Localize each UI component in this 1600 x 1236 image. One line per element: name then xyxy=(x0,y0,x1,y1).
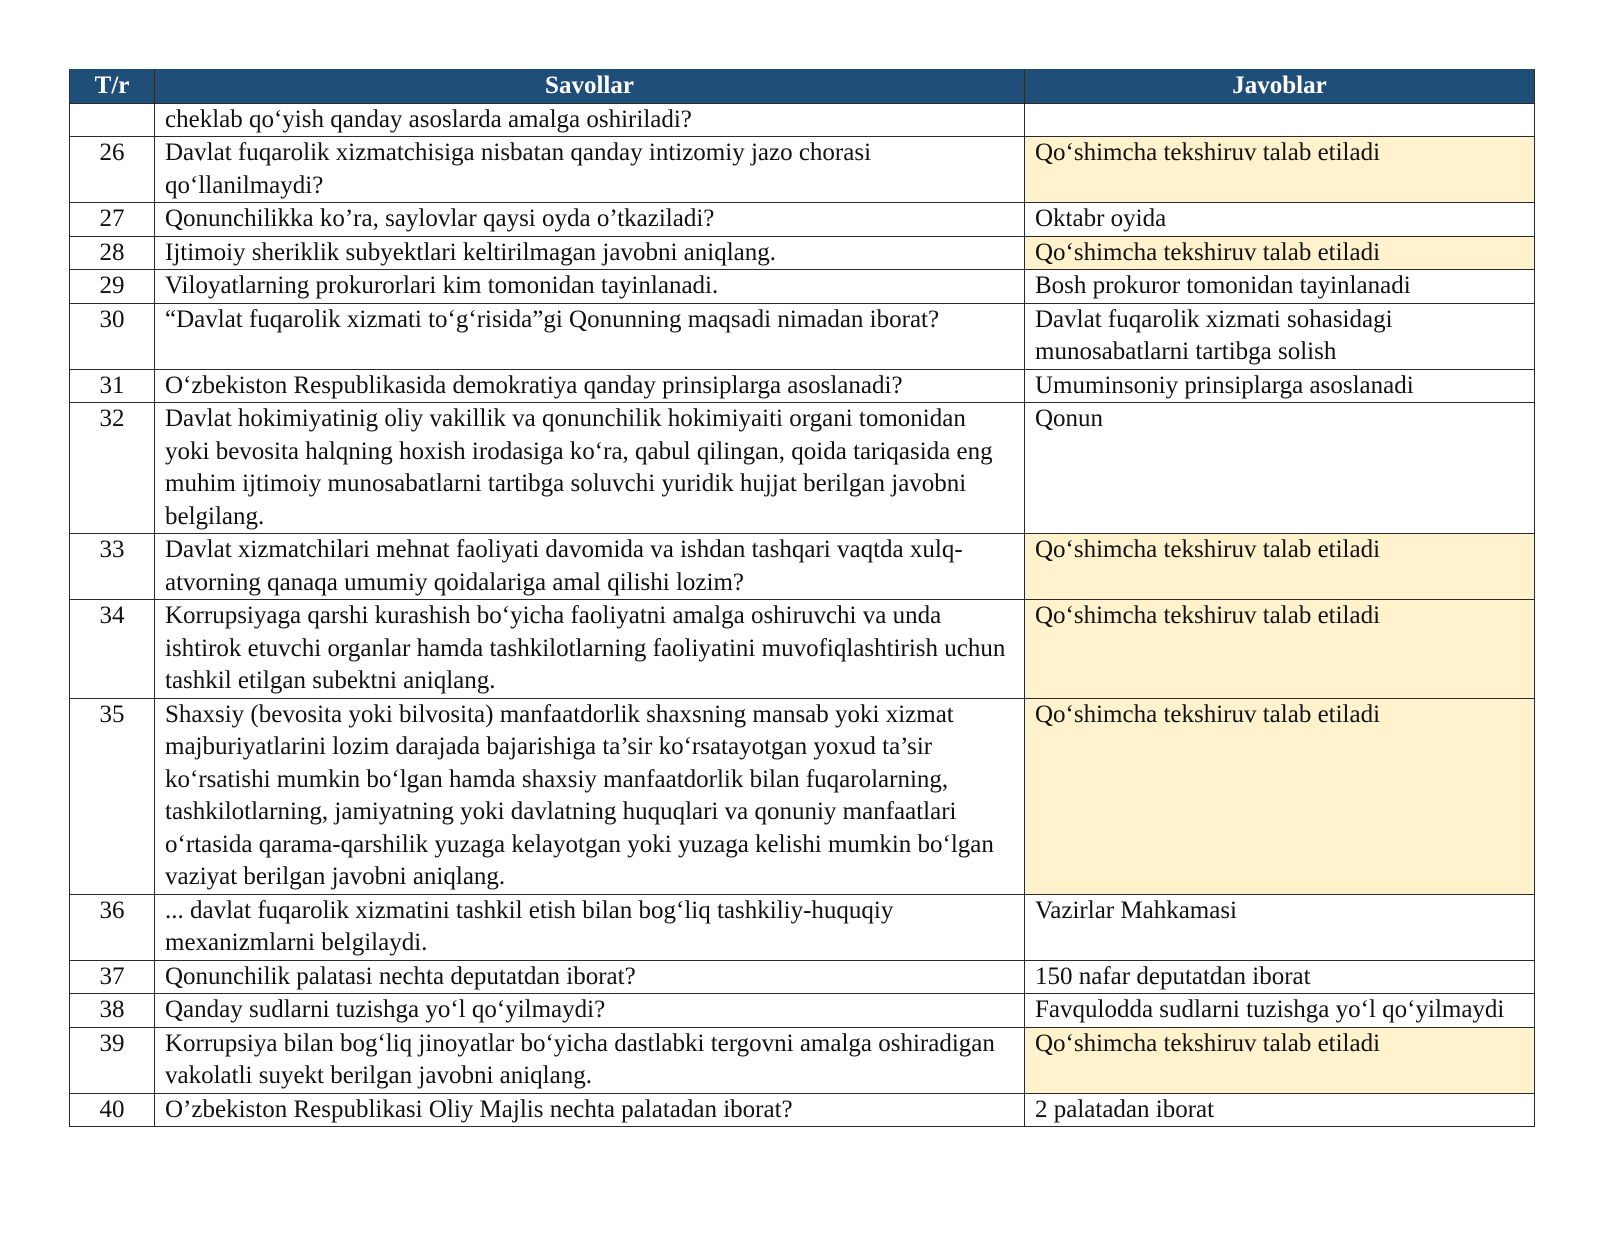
question-cell: Qanday sudlarni tuzishga yo‘l qo‘yilmaydi? xyxy=(155,994,1025,1028)
answer-cell: Qo‘shimcha tekshiruv talab etiladi xyxy=(1025,600,1535,699)
answer-cell: Oktabr oyida xyxy=(1025,203,1535,237)
answer-cell xyxy=(1025,103,1535,137)
question-cell: Shaxsiy (bevosita yoki bilvosita) manfaatdorlik shaxsning mansab yoki xizmat majburiyatlarini lozim darajada bajarishiga ta’sir ko‘rsatayotgan yoxud ta’sir ko‘rsatishi mumkin bo‘lgan hamda shaxsiy manfaatdorlik bilan fuqarolarning, tashkilotlarning, jamiyatning yoki davlatning huquqlari va qonuniy manfaatlari o‘rtasida qarama-qarshilik yuzaga kelayotgan yoki yuzaga kelishi mumkin bo‘lgan vaziyat berilgan javobni aniqlang. xyxy=(155,698,1025,894)
question-cell: “Davlat fuqarolik xizmati to‘g‘risida”gi Qonunning maqsadi nimadan iborat? xyxy=(155,303,1025,369)
question-cell: Viloyatlarning prokurorlari kim tomonidan tayinlanadi. xyxy=(155,270,1025,304)
question-cell: Korrupsiyaga qarshi kurashish bo‘yicha faoliyatni amalga oshiruvchi va unda ishtirok etuvchi organlar hamda tashkilotlarning faoliyatini muvofiqlashtirish uchun tashkil etilgan subektni aniqlang. xyxy=(155,600,1025,699)
table-row xyxy=(70,960,1535,994)
row-number: 38 xyxy=(70,994,155,1028)
row-number: 40 xyxy=(70,1093,155,1127)
qa-table xyxy=(69,69,1535,1127)
answer-cell: Umuminsoniy prinsiplarga asoslanadi xyxy=(1025,369,1535,403)
table-row xyxy=(70,1027,1535,1093)
table-header-row xyxy=(70,70,1535,104)
row-number: 39 xyxy=(70,1027,155,1093)
table-row xyxy=(70,894,1535,960)
question-cell: O‘zbekiston Respublikasida demokratiya qanday prinsiplarga asoslanadi? xyxy=(155,369,1025,403)
table-row xyxy=(70,137,1535,203)
answer-cell: Favqulodda sudlarni tuzishga yo‘l qo‘yilmaydi xyxy=(1025,994,1535,1028)
row-number: 29 xyxy=(70,270,155,304)
header-number: T/r xyxy=(70,70,155,104)
answer-cell: Vazirlar Mahkamasi xyxy=(1025,894,1535,960)
answer-cell: Davlat fuqarolik xizmati sohasidagi munosabatlarni tartibga solish xyxy=(1025,303,1535,369)
question-cell: ... davlat fuqarolik xizmatini tashkil etish bilan bog‘liq tashkiliy-huquqiy mexanizmlarni belgilaydi. xyxy=(155,894,1025,960)
table-row xyxy=(70,534,1535,600)
table-row xyxy=(70,1093,1535,1127)
table-row xyxy=(70,103,1535,137)
table-body xyxy=(70,103,1535,1127)
header-answers: Javoblar xyxy=(1025,70,1535,104)
answer-cell: 150 nafar deputatdan iborat xyxy=(1025,960,1535,994)
question-cell: Davlat fuqarolik xizmatchisiga nisbatan qanday intizomiy jazo chorasi qo‘llanilmaydi? xyxy=(155,137,1025,203)
answer-cell: Bosh prokuror tomonidan tayinlanadi xyxy=(1025,270,1535,304)
answer-cell: Qo‘shimcha tekshiruv talab etiladi xyxy=(1025,236,1535,270)
table-row xyxy=(70,270,1535,304)
question-cell: O’zbekiston Respublikasi Oliy Majlis nechta palatadan iborat? xyxy=(155,1093,1025,1127)
answer-cell: 2 palatadan iborat xyxy=(1025,1093,1535,1127)
row-number: 36 xyxy=(70,894,155,960)
header-questions: Savollar xyxy=(155,70,1025,104)
table-row xyxy=(70,303,1535,369)
row-number: 34 xyxy=(70,600,155,699)
row-number: 31 xyxy=(70,369,155,403)
answer-cell: Qonun xyxy=(1025,403,1535,534)
answer-cell: Qo‘shimcha tekshiruv talab etiladi xyxy=(1025,534,1535,600)
row-number: 28 xyxy=(70,236,155,270)
question-cell: Davlat xizmatchilari mehnat faoliyati davomida va ishdan tashqari vaqtda xulq-atvorning qanaqa umumiy qoidalariga amal qilishi lozim? xyxy=(155,534,1025,600)
row-number: 37 xyxy=(70,960,155,994)
table-row xyxy=(70,600,1535,699)
table-row xyxy=(70,203,1535,237)
table-row xyxy=(70,698,1535,894)
question-cell: Qonunchilik palatasi nechta deputatdan iborat? xyxy=(155,960,1025,994)
question-cell: Qonunchilikka ko’ra, saylovlar qaysi oyda o’tkaziladi? xyxy=(155,203,1025,237)
row-number: 35 xyxy=(70,698,155,894)
table-row xyxy=(70,236,1535,270)
question-cell: Ijtimoiy sheriklik subyektlari keltirilmagan javobni aniqlang. xyxy=(155,236,1025,270)
answer-cell: Qo‘shimcha tekshiruv talab etiladi xyxy=(1025,137,1535,203)
question-cell: cheklab qo‘yish qanday asoslarda amalga oshiriladi? xyxy=(155,103,1025,137)
row-number: 27 xyxy=(70,203,155,237)
table-row xyxy=(70,403,1535,534)
answer-cell: Qo‘shimcha tekshiruv talab etiladi xyxy=(1025,1027,1535,1093)
row-number: 30 xyxy=(70,303,155,369)
row-number: 33 xyxy=(70,534,155,600)
table-row xyxy=(70,994,1535,1028)
row-number: 26 xyxy=(70,137,155,203)
question-cell: Korrupsiya bilan bog‘liq jinoyatlar bo‘yicha dastlabki tergovni amalga oshiradigan vakolatli suyekt berilgan javobni aniqlang. xyxy=(155,1027,1025,1093)
row-number: 32 xyxy=(70,403,155,534)
table-row xyxy=(70,369,1535,403)
row-number xyxy=(70,103,155,137)
answer-cell: Qo‘shimcha tekshiruv talab etiladi xyxy=(1025,698,1535,894)
question-cell: Davlat hokimiyatinig oliy vakillik va qonunchilik hokimiyaiti organi tomonidan yoki bevosita halqning hoxish irodasiga ko‘ra, qabul qilingan, qoida tariqasida eng muhim ijtimoiy munosabatlarni tartibga soluvchi yuridik hujjat berilgan javobni belgilang. xyxy=(155,403,1025,534)
